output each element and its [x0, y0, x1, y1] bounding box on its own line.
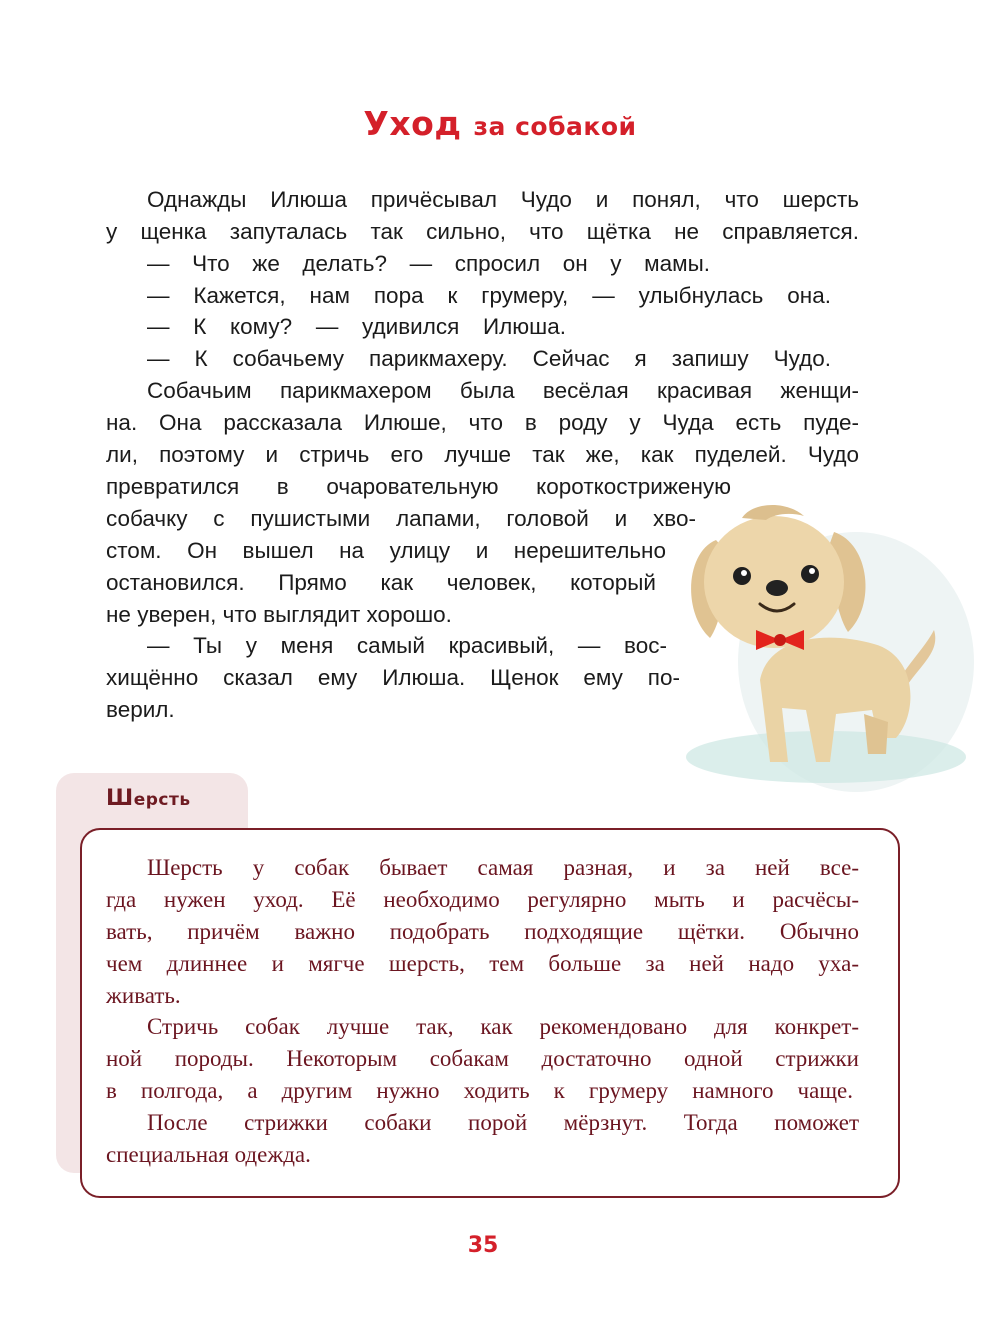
story-line: — К кому? — удивился Илюша.	[147, 314, 566, 339]
story-line: — Что же делать? — спросил он у мамы.	[147, 251, 710, 276]
page-number: 35	[467, 1233, 499, 1258]
story-line: не уверен, что выглядит хорошо.	[106, 602, 452, 627]
story-line: собачку с пушистыми лапами, головой и хво-	[106, 506, 696, 531]
story-line: верил.	[106, 697, 175, 722]
fact-title	[106, 786, 191, 811]
title-rest: за собакой	[473, 112, 637, 141]
fact-line: специальная одежда.	[106, 1142, 311, 1167]
fact-line: в полгода, а другим нужно ходить к грумеру намного чаще.	[106, 1078, 853, 1103]
story-line: — Кажется, нам пора к грумеру, — улыбнулась она.	[147, 283, 831, 308]
puppy-right-eye	[801, 565, 819, 583]
story-line: превратился в очаровательную короткостриженую	[106, 474, 731, 499]
fact-line: живать.	[106, 983, 181, 1008]
story-line: стом. Он вышел на улицу и нерешительно	[106, 538, 666, 563]
story-line: у щенка запуталась так сильно, что щётка не справляется.	[106, 219, 859, 244]
fact-line: вать, причём важно подобрать подходящие щётки. Обычно	[106, 919, 859, 944]
fact-title-initial: Ш	[106, 786, 134, 811]
story-line: на. Она рассказала Илюше, что в роду у Чуда есть пуде-	[106, 410, 859, 435]
story-line: Однажды Илюша причёсывал Чудо и понял, что шерсть	[147, 187, 859, 212]
story-line: остановился. Прямо как человек, который	[106, 570, 656, 595]
story-line: — К собачьему парикмахеру. Сейчас я запишу Чудо.	[147, 346, 831, 371]
story-line: Собачьим парикмахером была весёлая красивая женщи-	[147, 378, 859, 403]
fact-line: Стричь собак лучше так, как рекомендовано для конкрет-	[147, 1014, 859, 1039]
fact-line: гда нужен уход. Её необходимо регулярно мыть и расчёсы-	[106, 887, 859, 912]
story-line: ли, поэтому и стричь его лучше так же, как пуделей. Чудо	[106, 442, 859, 467]
puppy-nose	[766, 580, 788, 596]
puppy-left-eye	[733, 567, 751, 585]
fact-title-rest: ерсть	[133, 790, 191, 810]
fact-line: Шерсть у собак бывает самая разная, и за ней все-	[147, 855, 859, 880]
title-word: Уход	[363, 104, 462, 143]
fact-line: После стрижки собаки порой мёрзнут. Тогда поможет	[147, 1110, 859, 1135]
fact-line: чем длиннее и мягче шерсть, тем больше за ней надо уха-	[106, 951, 859, 976]
fact-line: ной породы. Некоторым собакам достаточно одной стрижки	[106, 1046, 859, 1071]
puppy-illustration	[656, 462, 976, 792]
story-line: — Ты у меня самый красивый, — вос-	[147, 633, 667, 658]
story-line: хищённо сказал ему Илюша. Щенок ему по-	[106, 665, 680, 690]
